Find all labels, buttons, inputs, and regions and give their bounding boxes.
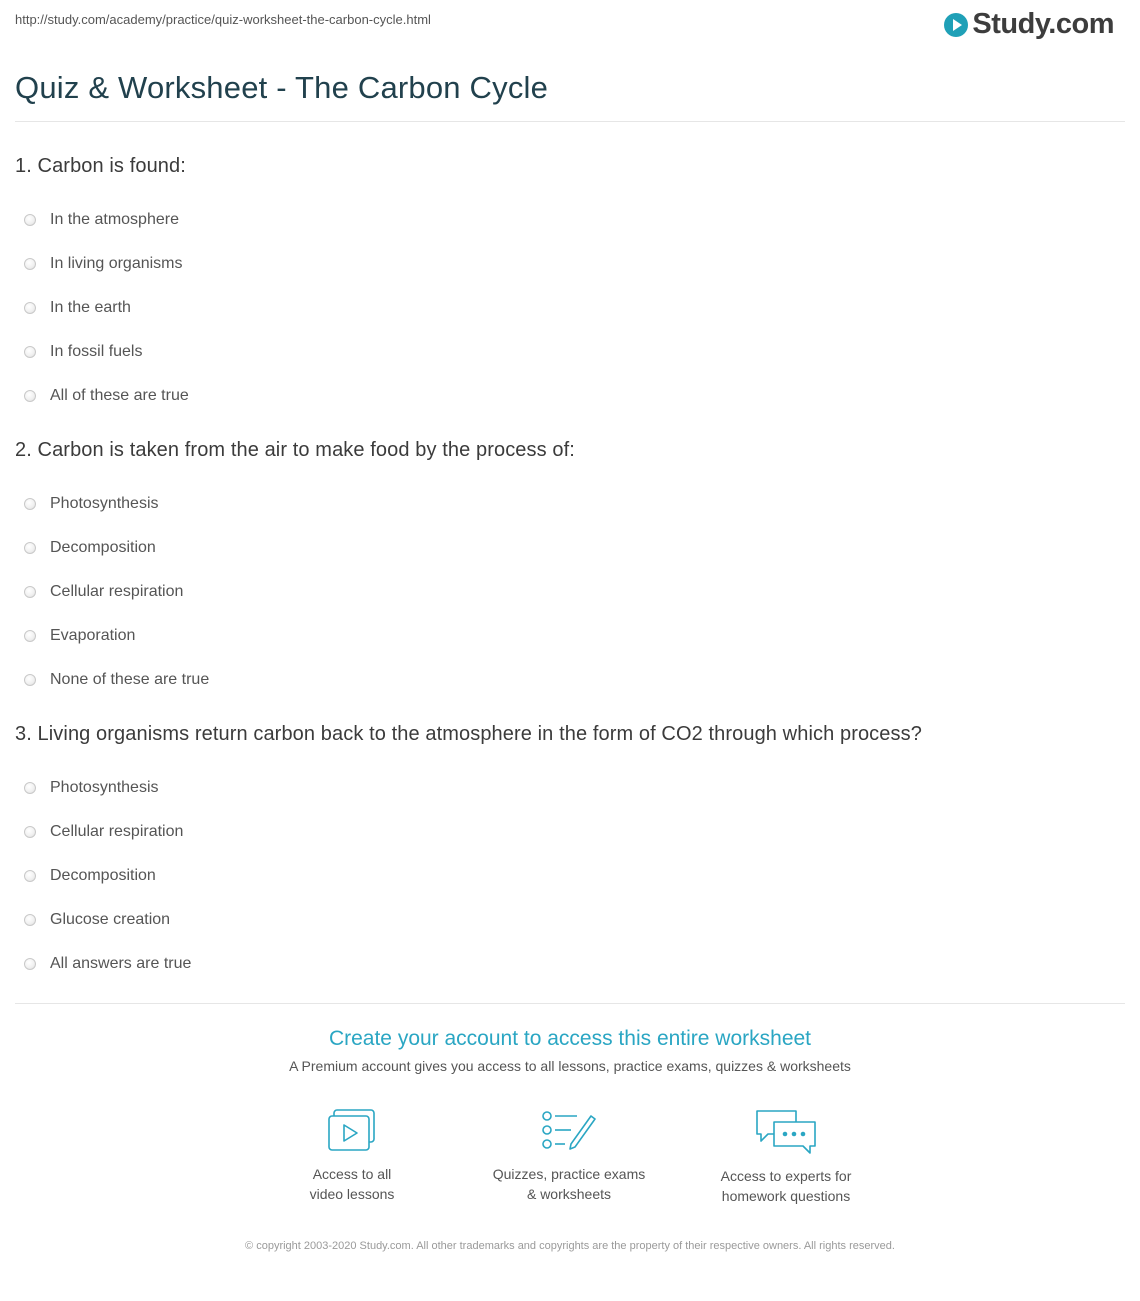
answer-option[interactable]	[15, 201, 1125, 245]
answer-option[interactable]	[15, 617, 1125, 661]
question-text: 1. Carbon is found:	[15, 155, 186, 177]
radio-button[interactable]	[24, 630, 36, 642]
answer-option[interactable]	[15, 857, 1125, 901]
logo-text: Study.com	[972, 8, 1114, 40]
create-account-link[interactable]: Create your account to access this entire worksheet	[328, 1027, 812, 1050]
answer-label: In fossil fuels	[50, 343, 143, 360]
radio-button[interactable]	[24, 782, 36, 794]
question-text: 3. Living organisms return carbon back to the atmosphere in the form of CO2 through which process?	[15, 723, 922, 745]
answer-label: Photosynthesis	[50, 779, 159, 796]
answer-option[interactable]	[15, 573, 1125, 617]
feature-video-lessons	[252, 1108, 452, 1204]
video-lesson-icon	[326, 1108, 378, 1154]
cta-subtitle: A Premium account gives you access to all lessons, practice exams, quizzes & worksheets	[289, 1058, 851, 1074]
page-url: http://study.com/academy/practice/quiz-worksheet-the-carbon-cycle.html	[15, 12, 431, 27]
answer-label: Decomposition	[50, 539, 156, 556]
feature-label: Quizzes, practice exams & worksheets	[492, 1166, 646, 1202]
question-text: 2. Carbon is taken from the air to make food by the process of:	[15, 439, 575, 461]
answer-option[interactable]	[15, 245, 1125, 289]
answer-list	[15, 201, 1125, 421]
feature-label: Access to all video lessons	[309, 1166, 395, 1202]
feature-label: Access to experts for homework questions	[720, 1168, 852, 1204]
answer-label: Glucose creation	[50, 911, 171, 928]
copyright-notice: © copyright 2003-2020 Study.com. All other trademarks and copyrights are the property of their respective owners. All rights reserved.	[245, 1240, 895, 1252]
answer-option[interactable]	[15, 769, 1125, 813]
answer-option[interactable]	[15, 485, 1125, 529]
top-bar	[0, 0, 1140, 50]
radio-button[interactable]	[24, 258, 36, 270]
answer-label: In living organisms	[50, 255, 183, 272]
question-1	[15, 155, 1125, 421]
question-2	[15, 439, 1125, 705]
answer-label: Photosynthesis	[50, 495, 159, 512]
feature-quizzes	[469, 1108, 669, 1204]
radio-button[interactable]	[24, 914, 36, 926]
answer-option[interactable]	[15, 945, 1125, 989]
radio-button[interactable]	[24, 542, 36, 554]
page-title: Quiz & Worksheet - The Carbon Cycle	[15, 70, 549, 105]
answer-list	[15, 769, 1125, 989]
answer-label: Cellular respiration	[50, 583, 184, 600]
answer-label: Cellular respiration	[50, 823, 184, 840]
feature-experts	[686, 1108, 886, 1206]
answer-option[interactable]	[15, 377, 1125, 421]
answer-option[interactable]	[15, 813, 1125, 857]
radio-button[interactable]	[24, 390, 36, 402]
answer-label: In the earth	[50, 299, 131, 316]
answer-label: All of these are true	[50, 387, 189, 404]
answer-option[interactable]	[15, 289, 1125, 333]
answer-list	[15, 485, 1125, 705]
radio-button[interactable]	[24, 870, 36, 882]
radio-button[interactable]	[24, 214, 36, 226]
radio-button[interactable]	[24, 302, 36, 314]
play-logo-icon	[944, 13, 968, 37]
answer-label: Evaporation	[50, 627, 136, 644]
answer-label: In the atmosphere	[50, 211, 179, 228]
answer-label: Decomposition	[50, 867, 156, 884]
answer-label: None of these are true	[50, 671, 210, 688]
radio-button[interactable]	[24, 586, 36, 598]
radio-button[interactable]	[24, 674, 36, 686]
cta-divider	[15, 1003, 1125, 1004]
question-3	[15, 723, 1125, 989]
chat-bubbles-icon	[754, 1108, 818, 1156]
study-logo[interactable]	[944, 8, 1114, 41]
answer-option[interactable]	[15, 529, 1125, 573]
quiz-checklist-icon	[541, 1108, 597, 1154]
answer-option[interactable]	[15, 901, 1125, 945]
radio-button[interactable]	[24, 346, 36, 358]
radio-button[interactable]	[24, 498, 36, 510]
answer-label: All answers are true	[50, 955, 192, 972]
answer-option[interactable]	[15, 333, 1125, 377]
radio-button[interactable]	[24, 826, 36, 838]
title-divider	[15, 121, 1125, 122]
radio-button[interactable]	[24, 958, 36, 970]
answer-option[interactable]	[15, 661, 1125, 705]
